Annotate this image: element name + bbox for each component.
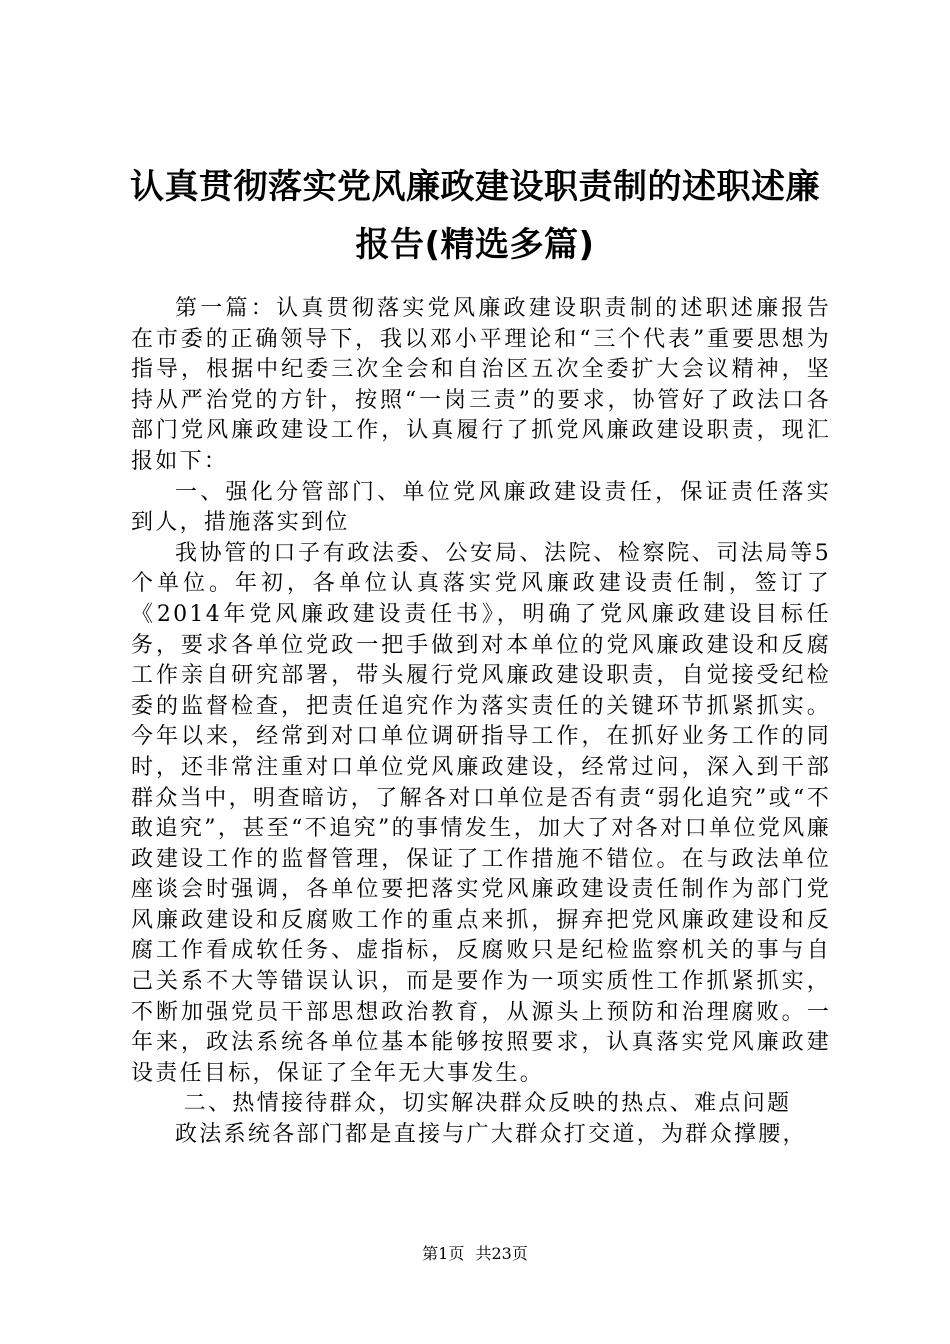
paragraph-intro: 第一篇：认真贯彻落实党风廉政建设职责制的述职述廉报告在市委的正确领导下，我以邓小平理论和“三个代表”重要思想为指导，根据中纪委三次全会和自治区五次全委扩大会议精神，坚持从严治党的方针，按照“一岗三责”的要求，协管好了政法口各部门党风廉政建设工作，认真履行了抓党风廉政建设职责，现汇报如下：: [131, 296, 831, 474]
page-footer: [0, 1244, 950, 1264]
section-heading-2: 二、热情接待群众，切实解决群众反映的热点、难点问题: [183, 1091, 792, 1117]
document-body: [131, 294, 831, 1151]
title-line-2: 报告(精选多篇): [355, 225, 595, 265]
paragraph-section-2: 政法系统各部门都是直接与广大群众打交道，为群众撑腰，: [175, 1122, 807, 1148]
paragraph-section-1: 我协管的口子有政法委、公安局、法院、检察院、司法局等5个单位。年初，各单位认真落实党风廉政建设责任制，签订了《2014年党风廉政建设责任书》，明确了党风廉政建设目标任务，要求各单位党政一把手做到对本单位的党风廉政建设和反腐工作亲自研究部署，带头履行党风廉政建设职责，自觉接受纪检委的监督检查，把责任追究作为落实责任的关键环节抓紧抓实。今年以来，经常到对口单位调研指导工作，在抓好业务工作的同时，还非常注重对口单位党风廉政建设，经常过问，深入到干部群众当中，明查暗访，了解各对口单位是否有责“弱化追究”或“不敢追究”，甚至“不追究”的事情发生，加大了对各对口单位党风廉政建设工作的监督管理，保证了工作措施不错位。在与政法单位座谈会时强调，各单位要把落实党风廉政建设责任制作为部门党风廉政建设和反腐败工作的重点来抓，摒弃把党风廉政建设和反腐工作看成软任务、虚指标，反腐败只是纪检监察机关的事与自己关系不大等错误认识，而是要作为一项实质性工作抓紧抓实，不断加强党员干部思想政治教育，从源头上预防和治理腐败。一年来，政法系统各单位基本能够按照要求，认真落实党风廉政建设责任目标，保证了全年无大事发生。: [131, 540, 831, 1086]
title-line-1: 认真贯彻落实党风廉政建设职责制的述职述廉: [130, 167, 820, 207]
section-heading-1: 一、强化分管部门、单位党风廉政建设责任，保证责任落实到人，措施落实到位: [131, 479, 831, 536]
page-number: 第1页: [422, 1244, 465, 1263]
page-total: 共23页: [475, 1244, 528, 1263]
document-title: [100, 158, 850, 274]
